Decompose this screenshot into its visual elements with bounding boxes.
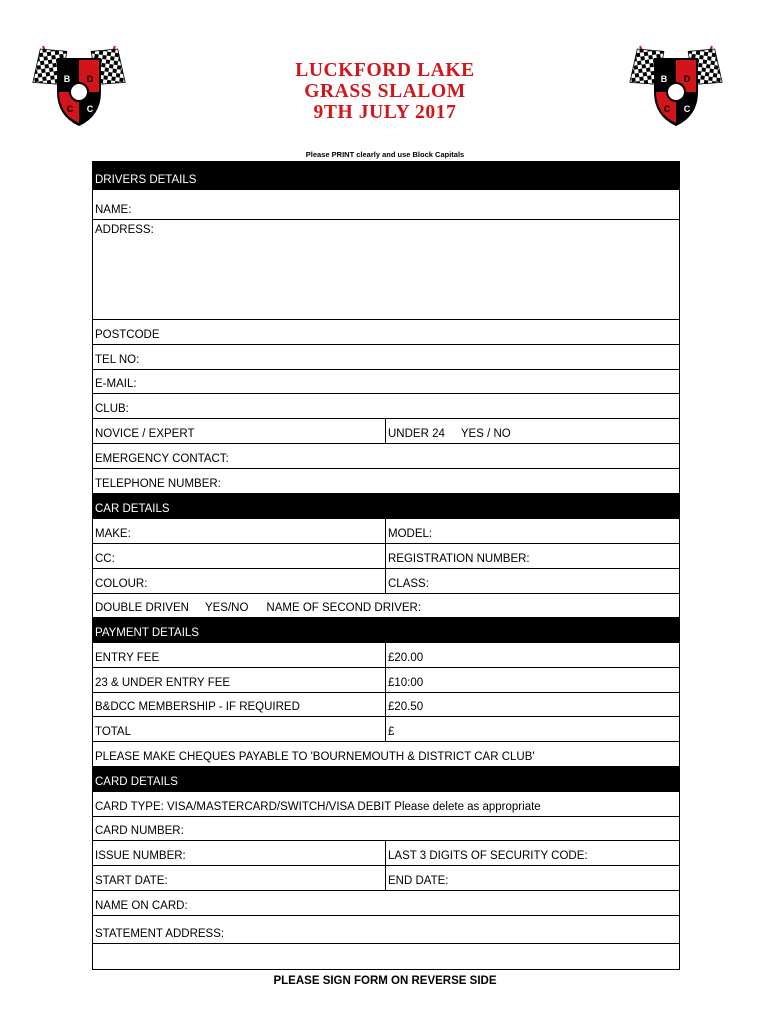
statement-address-continuation[interactable] — [93, 943, 679, 969]
payment-total-field[interactable]: £ — [388, 726, 395, 738]
card-number-label: CARD NUMBER: — [95, 825, 184, 837]
name-label: NAME: — [95, 204, 132, 216]
drivers-header-label: DRIVERS DETAILS — [95, 174, 197, 186]
card-type-field[interactable] — [93, 791, 679, 816]
security-code-field[interactable]: LAST 3 DIGITS OF SECURITY CODE: — [388, 850, 588, 862]
title-line-event: LUCKFORD LAKE — [295, 60, 475, 81]
postcode-field[interactable] — [93, 319, 679, 344]
bdcc-club-crest-icon — [626, 40, 726, 134]
registration-field[interactable]: REGISTRATION NUMBER: — [388, 553, 530, 565]
payment-item-amount: £10:00 — [388, 677, 424, 689]
cc-registration-row — [93, 543, 679, 568]
column-divider — [385, 668, 386, 692]
novice-under24-row — [93, 418, 679, 443]
crest-letter: D — [86, 74, 94, 84]
email-field[interactable] — [93, 369, 679, 393]
postcode-label: POSTCODE — [95, 329, 160, 341]
start-end-date-row — [93, 865, 679, 890]
title-line-type: GRASS SLALOM — [304, 81, 466, 102]
name-on-card-field[interactable] — [93, 890, 679, 915]
make-field[interactable]: MAKE: — [95, 528, 131, 540]
crest-letter: C — [683, 104, 691, 114]
double-driven-text — [95, 601, 421, 615]
column-divider — [385, 643, 386, 667]
print-instruction: Please PRINT clearly and use Block Capitals — [305, 150, 465, 159]
column-divider — [385, 693, 386, 716]
colour-field[interactable]: COLOUR: — [95, 578, 148, 590]
crest-letter: B — [63, 74, 71, 84]
payment-item-label: 23 & UNDER ENTRY FEE — [95, 677, 231, 689]
card-number-field[interactable] — [93, 816, 679, 840]
second-driver-label: NAME OF SECOND DRIVER: — [266, 602, 422, 614]
double-driven-label: DOUBLE DRIVEN — [95, 602, 189, 614]
car-header-label: CAR DETAILS — [95, 503, 170, 515]
tel-label: TEL NO: — [95, 354, 140, 366]
payment-total-label: TOTAL — [95, 726, 131, 738]
sign-reverse-notice: PLEASE SIGN FORM ON REVERSE SIDE — [273, 975, 497, 987]
under24-label: UNDER 24 — [388, 428, 445, 440]
telephone-number-field[interactable] — [93, 468, 679, 493]
emergency-contact-label: EMERGENCY CONTACT: — [95, 453, 229, 465]
event-title — [230, 60, 540, 123]
under24-field[interactable] — [388, 427, 511, 441]
double-driven-field[interactable] — [93, 593, 679, 617]
statement-address-field[interactable] — [93, 915, 679, 943]
section-header-payment — [93, 617, 679, 642]
crest-letter: C — [663, 104, 671, 114]
issue-number-field[interactable]: ISSUE NUMBER: — [95, 850, 186, 862]
crest-letter: C — [86, 104, 94, 114]
section-header-card — [93, 766, 679, 791]
column-divider — [385, 841, 386, 865]
crest-letter: D — [683, 74, 691, 84]
tel-field[interactable] — [93, 344, 679, 369]
club-field[interactable] — [93, 393, 679, 418]
column-divider — [385, 494, 386, 518]
column-divider — [385, 866, 386, 890]
payment-row — [93, 692, 679, 716]
class-field[interactable]: CLASS: — [388, 578, 429, 590]
crest-letter: B — [660, 74, 668, 84]
end-date-field[interactable]: END DATE: — [388, 875, 449, 887]
address-field[interactable] — [93, 219, 679, 319]
card-type-label: CARD TYPE: VISA/MASTERCARD/SWITCH/VISA DEBIT Please delete as appropriate — [95, 801, 541, 813]
cheque-instruction-text: PLEASE MAKE CHEQUES PAYABLE TO 'BOURNEMOUTH & DISTRICT CAR CLUB' — [95, 751, 535, 763]
payment-item-amount: £20.50 — [388, 701, 424, 713]
payment-item-label: B&DCC MEMBERSHIP - IF REQUIRED — [95, 701, 300, 713]
emergency-contact-field[interactable] — [93, 443, 679, 468]
payment-item-label: ENTRY FEE — [95, 652, 160, 664]
bdcc-crest-logo-right — [626, 40, 726, 134]
double-driven-options: YES/NO — [204, 602, 249, 614]
column-divider — [385, 544, 386, 568]
colour-class-row — [93, 568, 679, 593]
column-divider — [385, 519, 386, 543]
issue-security-row — [93, 840, 679, 865]
telephone-number-label: TELEPHONE NUMBER: — [95, 478, 221, 490]
make-model-row — [93, 518, 679, 543]
email-label: E-MAIL: — [95, 378, 137, 390]
bdcc-crest-logo-left — [29, 40, 129, 134]
payment-total-row — [93, 716, 679, 741]
cc-field[interactable]: CC: — [95, 553, 115, 565]
column-divider — [385, 618, 386, 642]
column-divider — [385, 419, 386, 443]
card-header-label: CARD DETAILS — [95, 776, 178, 788]
title-line-date: 9TH JULY 2017 — [313, 102, 457, 123]
novice-expert-field[interactable]: NOVICE / EXPERT — [95, 428, 195, 440]
section-header-car — [93, 493, 679, 518]
model-field[interactable]: MODEL: — [388, 528, 433, 540]
entry-form-table — [92, 161, 680, 970]
start-date-field[interactable]: START DATE: — [95, 875, 168, 887]
column-divider — [385, 717, 386, 741]
bdcc-club-crest-icon — [29, 40, 129, 134]
payment-row — [93, 642, 679, 667]
under24-options: YES / NO — [460, 428, 511, 440]
payment-row — [93, 667, 679, 692]
section-header-drivers — [93, 161, 679, 189]
crest-letter: C — [66, 104, 74, 114]
cheque-instruction-row — [93, 741, 679, 766]
address-label: ADDRESS: — [95, 224, 154, 236]
club-label: CLUB: — [95, 403, 129, 415]
payment-header-label: PAYMENT DETAILS — [95, 627, 199, 639]
statement-address-label: STATEMENT ADDRESS: — [95, 928, 225, 940]
payment-item-amount: £20.00 — [388, 652, 424, 664]
column-divider — [385, 569, 386, 593]
name-field[interactable] — [93, 189, 679, 219]
name-on-card-label: NAME ON CARD: — [95, 900, 188, 912]
